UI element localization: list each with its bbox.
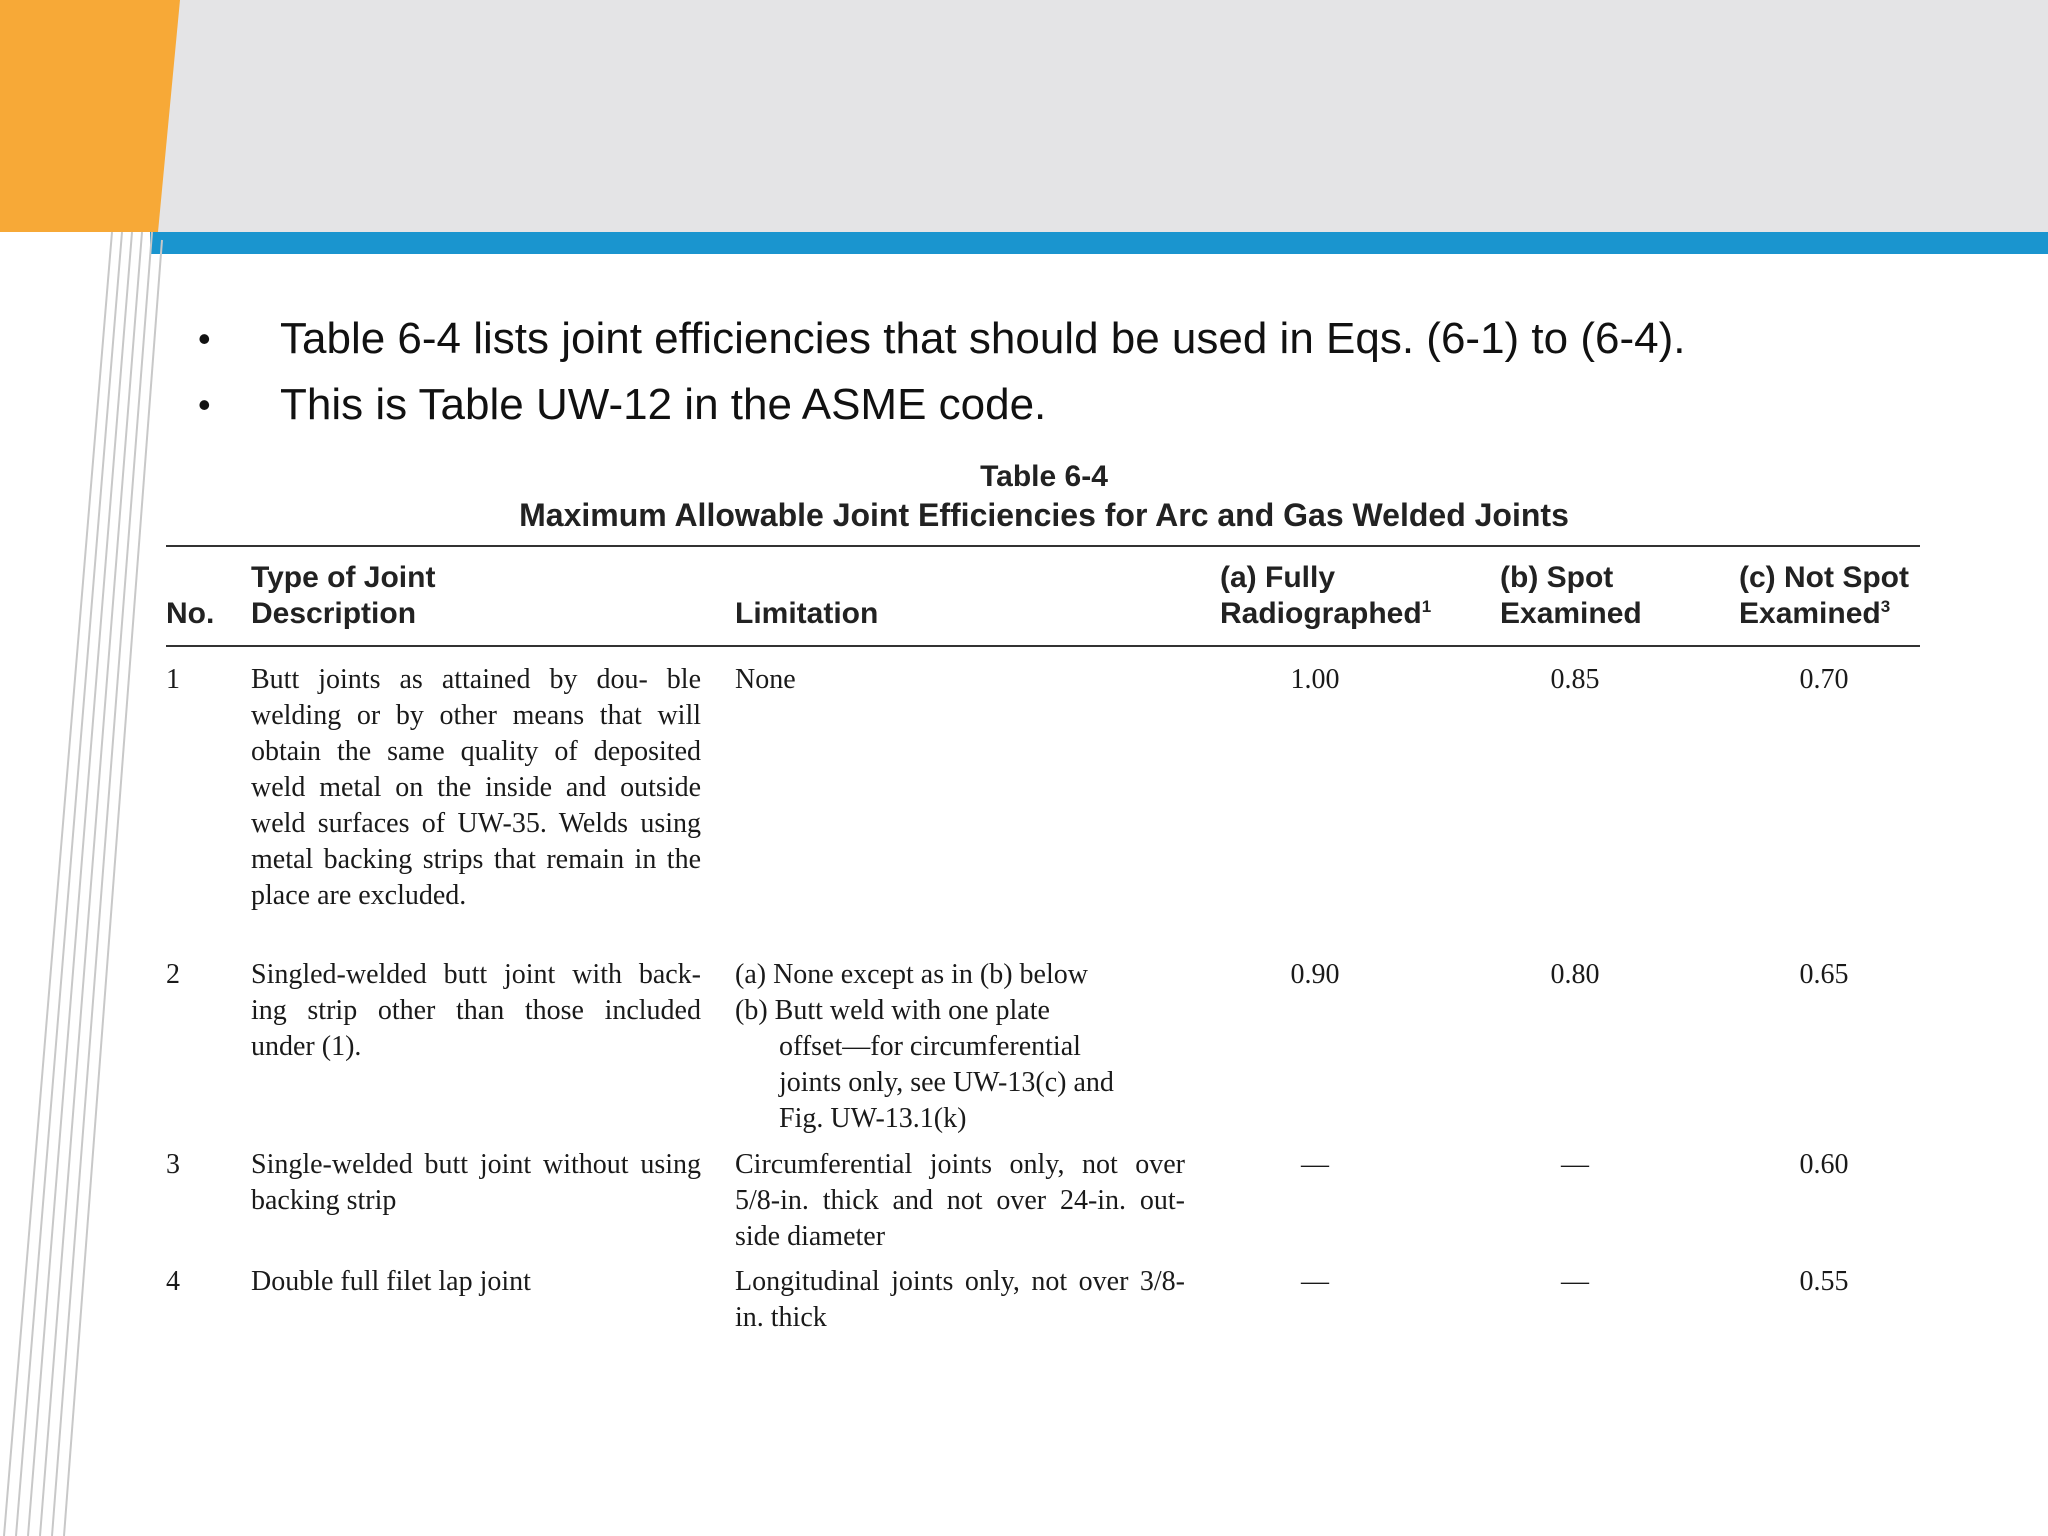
bullet-list: [198, 306, 1958, 438]
row2-description: Singled-welded butt joint with back- ing strip other than those included under (1).: [251, 959, 701, 1062]
row3-limitation: Circumferential joints only, not over 5/8-in. thick and not over 24-in. out- side diameter: [735, 1149, 1185, 1252]
row2-limitation-b-cont: Fig. UW-13.1(k): [779, 1103, 967, 1134]
accent-bar: [150, 232, 2048, 254]
table-title: [168, 458, 1920, 534]
row2-spot-examined: 0.80: [1550, 959, 1600, 990]
corner-decoration: [0, 0, 200, 1536]
col-header-type-line1: Type of Joint: [251, 561, 436, 594]
row2-limitation: [735, 957, 1205, 1137]
row4-limitation: Longitudinal joints only, not over 3/8-in. thick: [735, 1266, 1185, 1333]
header-band: [0, 0, 2048, 232]
row4-spot-examined: —: [1561, 1266, 1589, 1297]
table-label: Table 6-4: [980, 460, 1108, 493]
table-header-rule: [166, 645, 1920, 647]
col-header-spot-examined: [1500, 560, 1642, 632]
bullet-item: [198, 372, 1958, 438]
col-header-type: [251, 560, 435, 632]
row2-limitation-a: (a) None except as in (b) below: [735, 959, 1088, 990]
bullet-text: This is Table UW-12 in the ASME code.: [280, 380, 1047, 429]
table-caption: Maximum Allowable Joint Efficiencies for Arc and Gas Welded Joints: [519, 497, 1569, 533]
col-header-fully-radiographed: [1220, 560, 1431, 632]
row2-not-spot-examined: 0.65: [1799, 959, 1849, 990]
footnote-marker: 1: [1421, 597, 1432, 616]
col-header-c-line1: (c) Not Spot: [1739, 561, 1909, 594]
col-header-a-line2: Radiographed: [1220, 597, 1422, 630]
col-header-b-line1: (b) Spot: [1500, 561, 1614, 594]
row3-description: Single-welded butt joint without using backing strip: [251, 1149, 701, 1216]
col-header-c-line2: Examined: [1739, 597, 1881, 630]
row2-fully-radiographed: 0.90: [1290, 959, 1340, 990]
row1-no: 1: [166, 664, 180, 695]
bullet-item: [198, 306, 1958, 372]
row1-fully-radiographed: 1.00: [1290, 664, 1340, 695]
row4-description: Double full filet lap joint: [251, 1266, 531, 1297]
row2-limitation-b-cont: offset—for circumferential: [779, 1031, 1081, 1062]
row4-not-spot-examined: 0.55: [1799, 1266, 1849, 1297]
row4-no: 4: [166, 1266, 180, 1297]
row1-spot-examined: 0.85: [1550, 664, 1600, 695]
row2-limitation-b: (b) Butt weld with one plate: [735, 995, 1050, 1026]
row2-limitation-b-cont: joints only, see UW-13(c) and: [779, 1067, 1114, 1098]
row1-not-spot-examined: 0.70: [1799, 664, 1849, 695]
row2-no: 2: [166, 959, 180, 990]
footnote-marker: 3: [1880, 597, 1891, 616]
bullet-marker: •: [198, 384, 211, 425]
bullet-marker: •: [198, 318, 211, 359]
row1-description: Butt joints as attained by dou- ble welding or by other means that will obtain the same quality of deposited weld metal on the inside and outside weld surfaces of UW-35. Welds using metal backing strips that remain in the place are excluded.: [251, 664, 701, 911]
bullet-text: Table 6-4 lists joint efficiencies that should be used in Eqs. (6-1) to (6-4).: [280, 314, 1686, 363]
row3-fully-radiographed: —: [1301, 1149, 1329, 1180]
row3-no: 3: [166, 1149, 180, 1180]
table-top-rule: [166, 545, 1920, 547]
col-header-b-line2: Examined: [1500, 597, 1642, 630]
col-header-type-line2: Description: [251, 597, 417, 630]
row1-limitation: None: [735, 664, 796, 695]
col-header-limitation: Limitation: [735, 597, 879, 630]
col-header-not-spot-examined: [1739, 560, 1909, 632]
row3-spot-examined: —: [1561, 1149, 1589, 1180]
col-header-a-line1: (a) Fully: [1220, 561, 1336, 594]
row3-not-spot-examined: 0.60: [1799, 1149, 1849, 1180]
col-header-no: No.: [166, 597, 215, 630]
row4-fully-radiographed: —: [1301, 1266, 1329, 1297]
